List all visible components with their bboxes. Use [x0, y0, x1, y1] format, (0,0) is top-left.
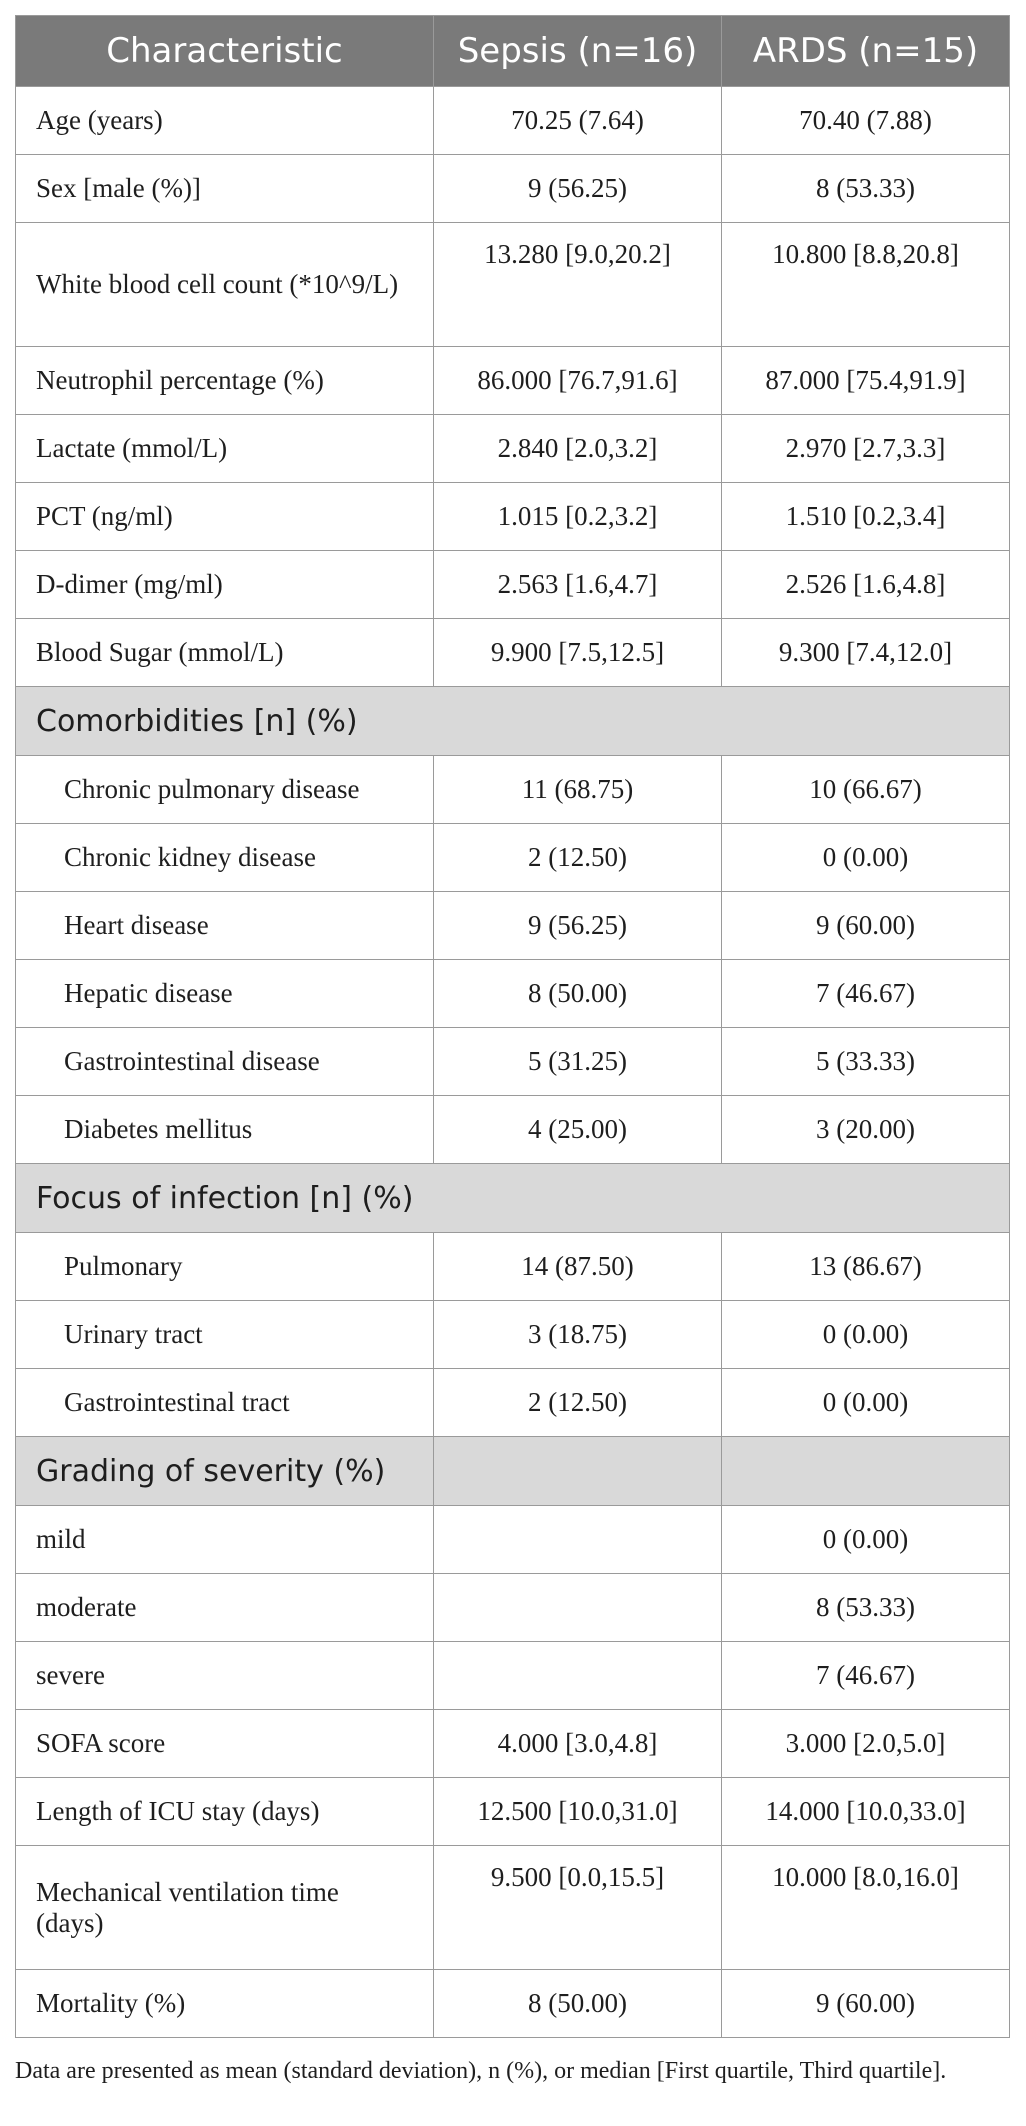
sepsis-value: 3 (18.75)	[434, 1301, 722, 1369]
header-characteristic: Characteristic	[16, 16, 434, 87]
table-row	[16, 1506, 1010, 1574]
row-label: Blood Sugar (mmol/L)	[16, 619, 434, 687]
sepsis-value: 9 (56.25)	[434, 892, 722, 960]
row-label: D-dimer (mg/ml)	[16, 551, 434, 619]
table-row	[16, 960, 1010, 1028]
sepsis-value: 2 (12.50)	[434, 824, 722, 892]
sepsis-value	[434, 1506, 722, 1574]
row-label: Diabetes mellitus	[16, 1096, 434, 1164]
row-label: PCT (ng/ml)	[16, 483, 434, 551]
sepsis-value: 9.900 [7.5,12.5]	[434, 619, 722, 687]
ards-value: 7 (46.67)	[722, 1642, 1010, 1710]
table-row	[16, 1710, 1010, 1778]
table-container	[15, 15, 1009, 2090]
row-label: White blood cell count (*10^9/L)	[16, 223, 434, 347]
ards-value: 14.000 [10.0,33.0]	[722, 1778, 1010, 1846]
ards-value: 10 (66.67)	[722, 756, 1010, 824]
ards-value: 2.970 [2.7,3.3]	[722, 415, 1010, 483]
ards-value: 10.000 [8.0,16.0]	[722, 1846, 1010, 1970]
table-row	[16, 155, 1010, 223]
sepsis-value: 1.015 [0.2,3.2]	[434, 483, 722, 551]
table-row	[16, 1028, 1010, 1096]
sepsis-value: 8 (50.00)	[434, 1970, 722, 2038]
sepsis-value	[434, 1642, 722, 1710]
sepsis-value: 4.000 [3.0,4.8]	[434, 1710, 722, 1778]
table-row	[16, 1642, 1010, 1710]
row-label: Mechanical ventilation time (days)	[16, 1846, 434, 1970]
sepsis-value: 11 (68.75)	[434, 756, 722, 824]
table-row	[16, 1301, 1010, 1369]
ards-value: 2.526 [1.6,4.8]	[722, 551, 1010, 619]
ards-value: 70.40 (7.88)	[722, 87, 1010, 155]
section-header-comorbidities	[16, 687, 1010, 756]
ards-value: 10.800 [8.8,20.8]	[722, 223, 1010, 347]
ards-value: 0 (0.00)	[722, 1301, 1010, 1369]
table-row	[16, 1574, 1010, 1642]
table-footnote: Data are presented as mean (standard deviation), n (%), or median [First quartile, Third quartile].	[15, 2058, 947, 2084]
sepsis-value: 2.840 [2.0,3.2]	[434, 415, 722, 483]
table-row	[16, 415, 1010, 483]
section-empty-cell	[722, 1437, 1010, 1506]
row-label: Age (years)	[16, 87, 434, 155]
header-ards: ARDS (n=15)	[722, 16, 1010, 87]
table-header-row	[16, 16, 1010, 87]
sepsis-value: 8 (50.00)	[434, 960, 722, 1028]
row-label: Neutrophil percentage (%)	[16, 347, 434, 415]
section-empty-cell	[434, 1437, 722, 1506]
ards-value: 9 (60.00)	[722, 1970, 1010, 2038]
ards-value: 13 (86.67)	[722, 1233, 1010, 1301]
row-label: moderate	[16, 1574, 434, 1642]
ards-value: 0 (0.00)	[722, 1369, 1010, 1437]
row-label: Mortality (%)	[16, 1970, 434, 2038]
sepsis-value: 2.563 [1.6,4.7]	[434, 551, 722, 619]
section-title: Comorbidities [n] (%)	[16, 687, 1010, 756]
ards-value: 9.300 [7.4,12.0]	[722, 619, 1010, 687]
row-label: Sex [male (%)]	[16, 155, 434, 223]
ards-value: 1.510 [0.2,3.4]	[722, 483, 1010, 551]
sepsis-value: 12.500 [10.0,31.0]	[434, 1778, 722, 1846]
sepsis-value: 86.000 [76.7,91.6]	[434, 347, 722, 415]
table-row	[16, 223, 1010, 347]
table-row	[16, 1233, 1010, 1301]
row-label: Gastrointestinal tract	[16, 1369, 434, 1437]
ards-value: 87.000 [75.4,91.9]	[722, 347, 1010, 415]
ards-value: 0 (0.00)	[722, 824, 1010, 892]
sepsis-value: 70.25 (7.64)	[434, 87, 722, 155]
sepsis-value: 4 (25.00)	[434, 1096, 722, 1164]
row-label: Chronic pulmonary disease	[16, 756, 434, 824]
row-label: Chronic kidney disease	[16, 824, 434, 892]
table-row	[16, 1970, 1010, 2038]
row-label: Urinary tract	[16, 1301, 434, 1369]
sepsis-value	[434, 1574, 722, 1642]
sepsis-value: 2 (12.50)	[434, 1369, 722, 1437]
row-label: Gastrointestinal disease	[16, 1028, 434, 1096]
row-label: Length of ICU stay (days)	[16, 1778, 434, 1846]
row-label: SOFA score	[16, 1710, 434, 1778]
ards-value: 0 (0.00)	[722, 1506, 1010, 1574]
table-row	[16, 619, 1010, 687]
table-row	[16, 1096, 1010, 1164]
table-row	[16, 892, 1010, 960]
row-label: Pulmonary	[16, 1233, 434, 1301]
ards-value: 3 (20.00)	[722, 1096, 1010, 1164]
ards-value: 8 (53.33)	[722, 155, 1010, 223]
row-label: Heart disease	[16, 892, 434, 960]
table-row	[16, 551, 1010, 619]
table-row	[16, 87, 1010, 155]
sepsis-value: 9 (56.25)	[434, 155, 722, 223]
table-row	[16, 1369, 1010, 1437]
table-row	[16, 1846, 1010, 1970]
sepsis-value: 13.280 [9.0,20.2]	[434, 223, 722, 347]
row-label: severe	[16, 1642, 434, 1710]
ards-value: 8 (53.33)	[722, 1574, 1010, 1642]
sepsis-value: 14 (87.50)	[434, 1233, 722, 1301]
ards-value: 3.000 [2.0,5.0]	[722, 1710, 1010, 1778]
ards-value: 9 (60.00)	[722, 892, 1010, 960]
table-row	[16, 1778, 1010, 1846]
section-title: Grading of severity (%)	[16, 1437, 434, 1506]
table-row	[16, 756, 1010, 824]
characteristics-table	[15, 15, 1010, 2038]
table-row	[16, 347, 1010, 415]
sepsis-value: 5 (31.25)	[434, 1028, 722, 1096]
ards-value: 5 (33.33)	[722, 1028, 1010, 1096]
row-label: mild	[16, 1506, 434, 1574]
table-row	[16, 824, 1010, 892]
sepsis-value: 9.500 [0.0,15.5]	[434, 1846, 722, 1970]
section-header-focus	[16, 1164, 1010, 1233]
section-header-grading	[16, 1437, 1010, 1506]
row-label: Hepatic disease	[16, 960, 434, 1028]
header-sepsis: Sepsis (n=16)	[434, 16, 722, 87]
ards-value: 7 (46.67)	[722, 960, 1010, 1028]
section-title: Focus of infection [n] (%)	[16, 1164, 1010, 1233]
row-label: Lactate (mmol/L)	[16, 415, 434, 483]
table-row	[16, 483, 1010, 551]
